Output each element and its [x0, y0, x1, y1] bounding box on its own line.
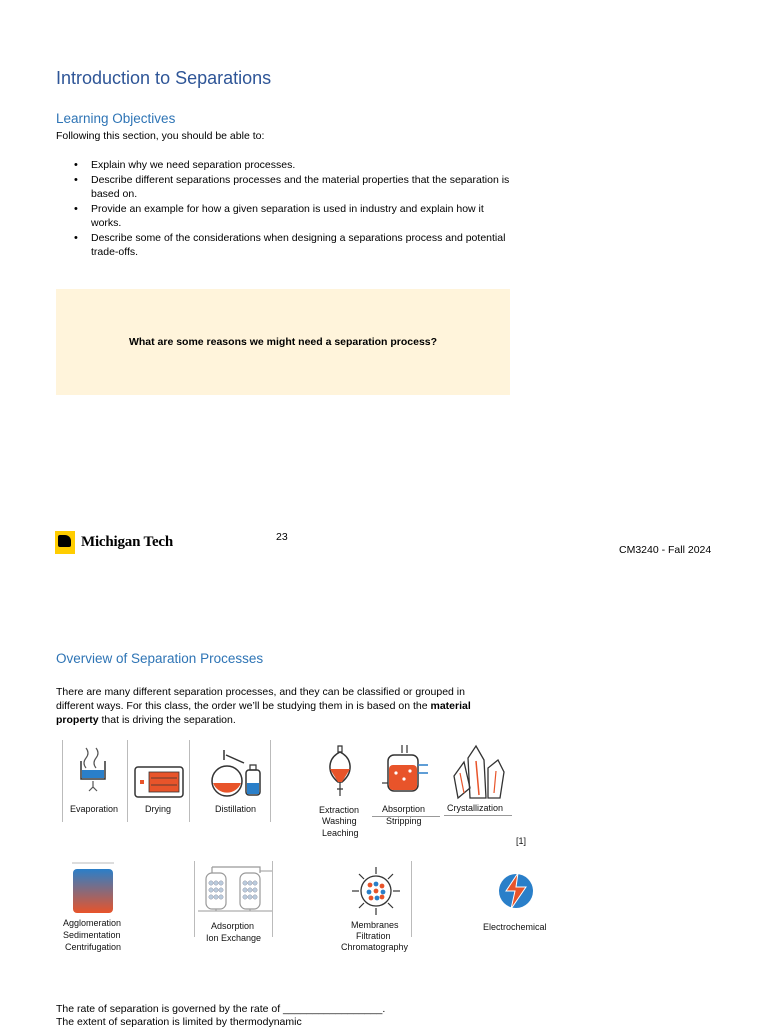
label-centrifugation: Centrifugation — [65, 942, 122, 952]
label-filtration: Filtration — [356, 931, 391, 941]
figure-citation: [1] — [516, 836, 527, 846]
agglomeration-icon — [69, 861, 117, 915]
label-agglomeration: Agglomeration — [63, 918, 122, 928]
page-title: Introduction to Separations — [56, 68, 272, 88]
extraction-icon — [325, 745, 355, 803]
material-property-term: material property — [56, 700, 471, 726]
label-drying: Drying — [145, 804, 172, 814]
rate-line: The rate of separation is governed by the rate of _________________. — [56, 1003, 386, 1015]
evaporation-icon — [76, 745, 110, 800]
label-crystallization: Crystallization — [447, 803, 504, 813]
membranes-icon — [350, 865, 402, 917]
label-absorption: Absorption — [382, 804, 426, 814]
label-ion-exchange: Ion Exchange — [206, 933, 262, 943]
electrochemical-icon — [496, 871, 536, 911]
list-item: • Describe different separations processes and the material properties that the separation is based on. — [56, 173, 516, 201]
logo-text: Michigan Tech — [81, 534, 173, 550]
overview-paragraph — [56, 685, 486, 727]
label-distillation: Distillation — [215, 804, 257, 814]
overview-text-2: that is driving the separation. — [98, 714, 236, 726]
learning-objectives-heading: Learning Objectives — [56, 111, 176, 126]
list-item: • Provide an example for how a given separation is used in industry and explain how it works. — [56, 202, 516, 230]
course-label: CM3240 - Fall 2024 — [619, 544, 712, 556]
separation-processes-figure — [0, 735, 768, 955]
label-leaching: Leaching — [322, 828, 359, 838]
drying-icon — [133, 765, 185, 799]
absorption-icon — [380, 743, 430, 801]
page-number: 23 — [276, 531, 288, 543]
label-electrochemical: Electrochemical — [483, 922, 547, 932]
label-washing: Washing — [322, 816, 357, 826]
list-item: • Describe some of the considerations when designing a separations process and potential trade-offs. — [56, 231, 516, 259]
label-evaporation: Evaporation — [70, 804, 119, 814]
crystallization-icon — [450, 743, 506, 803]
label-extraction: Extraction — [319, 805, 360, 815]
adsorption-icon — [198, 863, 274, 915]
objectives-list — [56, 158, 516, 260]
objectives-intro: Following this section, you should be able to: — [56, 130, 265, 142]
husky-logo-icon — [55, 531, 75, 554]
label-membranes: Membranes — [351, 920, 399, 930]
overview-heading: Overview of Separation Processes — [56, 651, 264, 666]
label-chromatography: Chromatography — [341, 942, 409, 952]
extent-line: The extent of separation is limited by thermodynamic — [56, 1016, 302, 1028]
list-item: • Explain why we need separation processes. — [56, 158, 516, 172]
label-adsorption: Adsorption — [211, 921, 255, 931]
callout-question: What are some reasons we might need a separation process? — [128, 336, 438, 348]
label-stripping: Stripping — [386, 816, 422, 826]
overview-text-1: There are many different separation processes, and they can be classified or grouped in different ways. For this class, the order we’ll be studying them in is based on the — [56, 686, 465, 712]
distillation-icon — [210, 745, 266, 801]
question-callout — [56, 289, 510, 395]
label-sedimentation: Sedimentation — [63, 930, 121, 940]
